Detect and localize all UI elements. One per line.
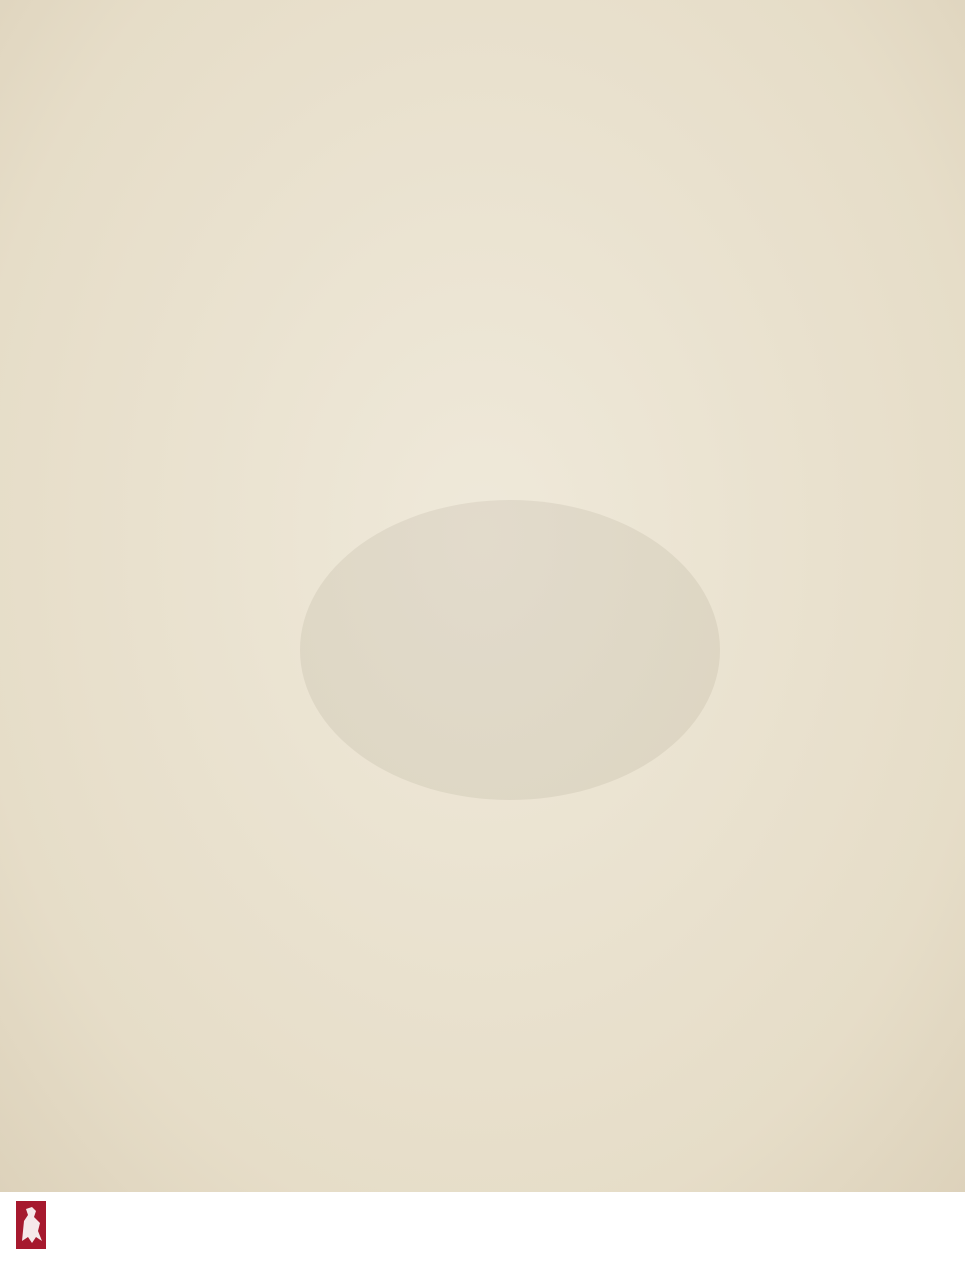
heidelberg-lion-logo-icon — [16, 1201, 46, 1249]
library-footer-bar — [0, 1192, 965, 1261]
chapter-heading — [0, 360, 965, 402]
chapter-subtitle — [0, 406, 965, 440]
text-block-bottom — [74, 460, 786, 462]
paper-stain — [300, 500, 720, 800]
